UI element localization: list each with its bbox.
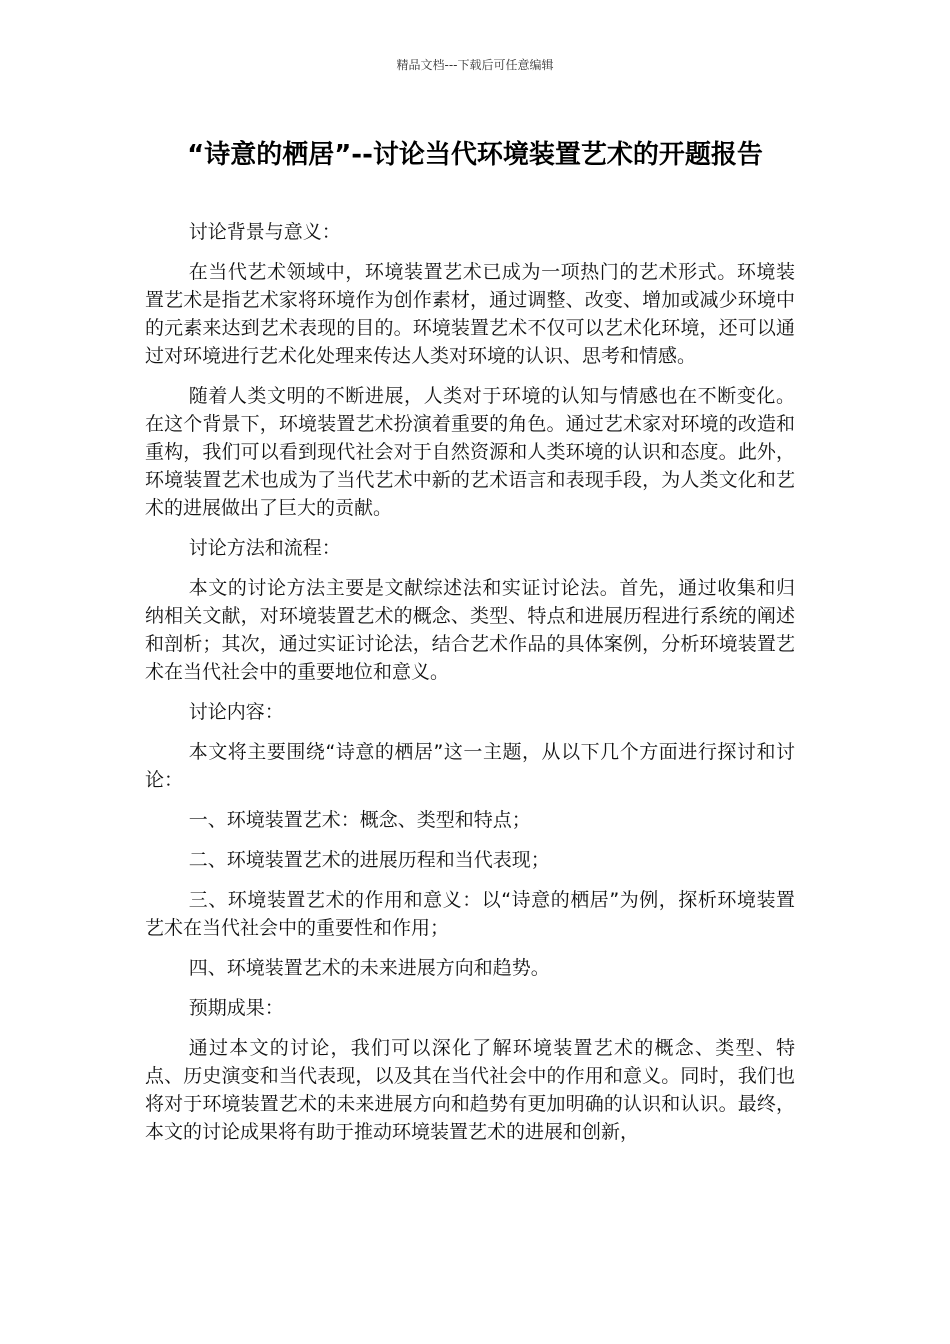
- paragraph-outcomes: 通过本文的讨论，我们可以深化了解环境装置艺术的概念、类型、特点、历史演变和当代表现，以及其在当代社会中的作用和意义。同时，我们也将对于环境装置艺术的未来进展方向和趋势有更加明确的认识和认识。最终，本文的讨论成果将有助于推动环境装置艺术的进展和创新，: [145, 1037, 795, 1143]
- paragraph-content-intro: 本文将主要围绕“诗意的栖居”这一主题，从以下几个方面进行探讨和讨论：: [145, 741, 795, 791]
- paragraph-background-2: 随着人类文明的不断进展，人类对于环境的认知与情感也在不断变化。在这个背景下，环境装置艺术扮演着重要的角色。通过艺术家对环境的改造和重构，我们可以看到现代社会对于自然资源和人类环境的认识和态度。此外，环境装置艺术也成为了当代艺术中新的艺术语言和表现手段，为人类文化和艺术的进展做出了巨大的贡献。: [145, 385, 795, 519]
- list-item-content-4: 四、环境装置艺术的未来进展方向和趋势。: [188, 957, 550, 979]
- document-title: “诗意的栖居”--讨论当代环境装置艺术的开题报告: [187, 140, 763, 170]
- section-heading-content: 讨论内容：: [188, 701, 284, 723]
- section-heading-methods: 讨论方法和流程：: [188, 537, 341, 559]
- list-item-content-1: 一、环境装置艺术：概念、类型和特点；: [188, 809, 531, 831]
- document-body: [145, 218, 795, 1158]
- header-note: 精品文档---下载后可任意编辑: [396, 58, 554, 72]
- section-heading-background: 讨论背景与意义：: [188, 221, 341, 243]
- paragraph-methods: 本文的讨论方法主要是文献综述法和实证讨论法。首先，通过收集和归纳相关文献，对环境装置艺术的概念、类型、特点和进展历程进行系统的阐述和剖析；其次，通过实证讨论法，结合艺术作品的具体案例，分析环境装置艺术在当代社会中的重要地位和意义。: [145, 577, 795, 683]
- list-item-content-2: 二、环境装置艺术的进展历程和当代表现；: [188, 849, 550, 871]
- section-heading-outcomes: 预期成果：: [188, 997, 284, 1019]
- list-item-content-3: 三、环境装置艺术的作用和意义：以“诗意的栖居”为例，探析环境装置艺术在当代社会中的重要性和作用；: [145, 889, 795, 939]
- paragraph-background-1: 在当代艺术领域中，环境装置艺术已成为一项热门的艺术形式。环境装置艺术是指艺术家将环境作为创作素材，通过调整、改变、增加或减少环境中的元素来达到艺术表现的目的。环境装置艺术不仅可以艺术化环境，还可以通过对环境进行艺术化处理来传达人类对环境的认识、思考和情感。: [145, 261, 795, 367]
